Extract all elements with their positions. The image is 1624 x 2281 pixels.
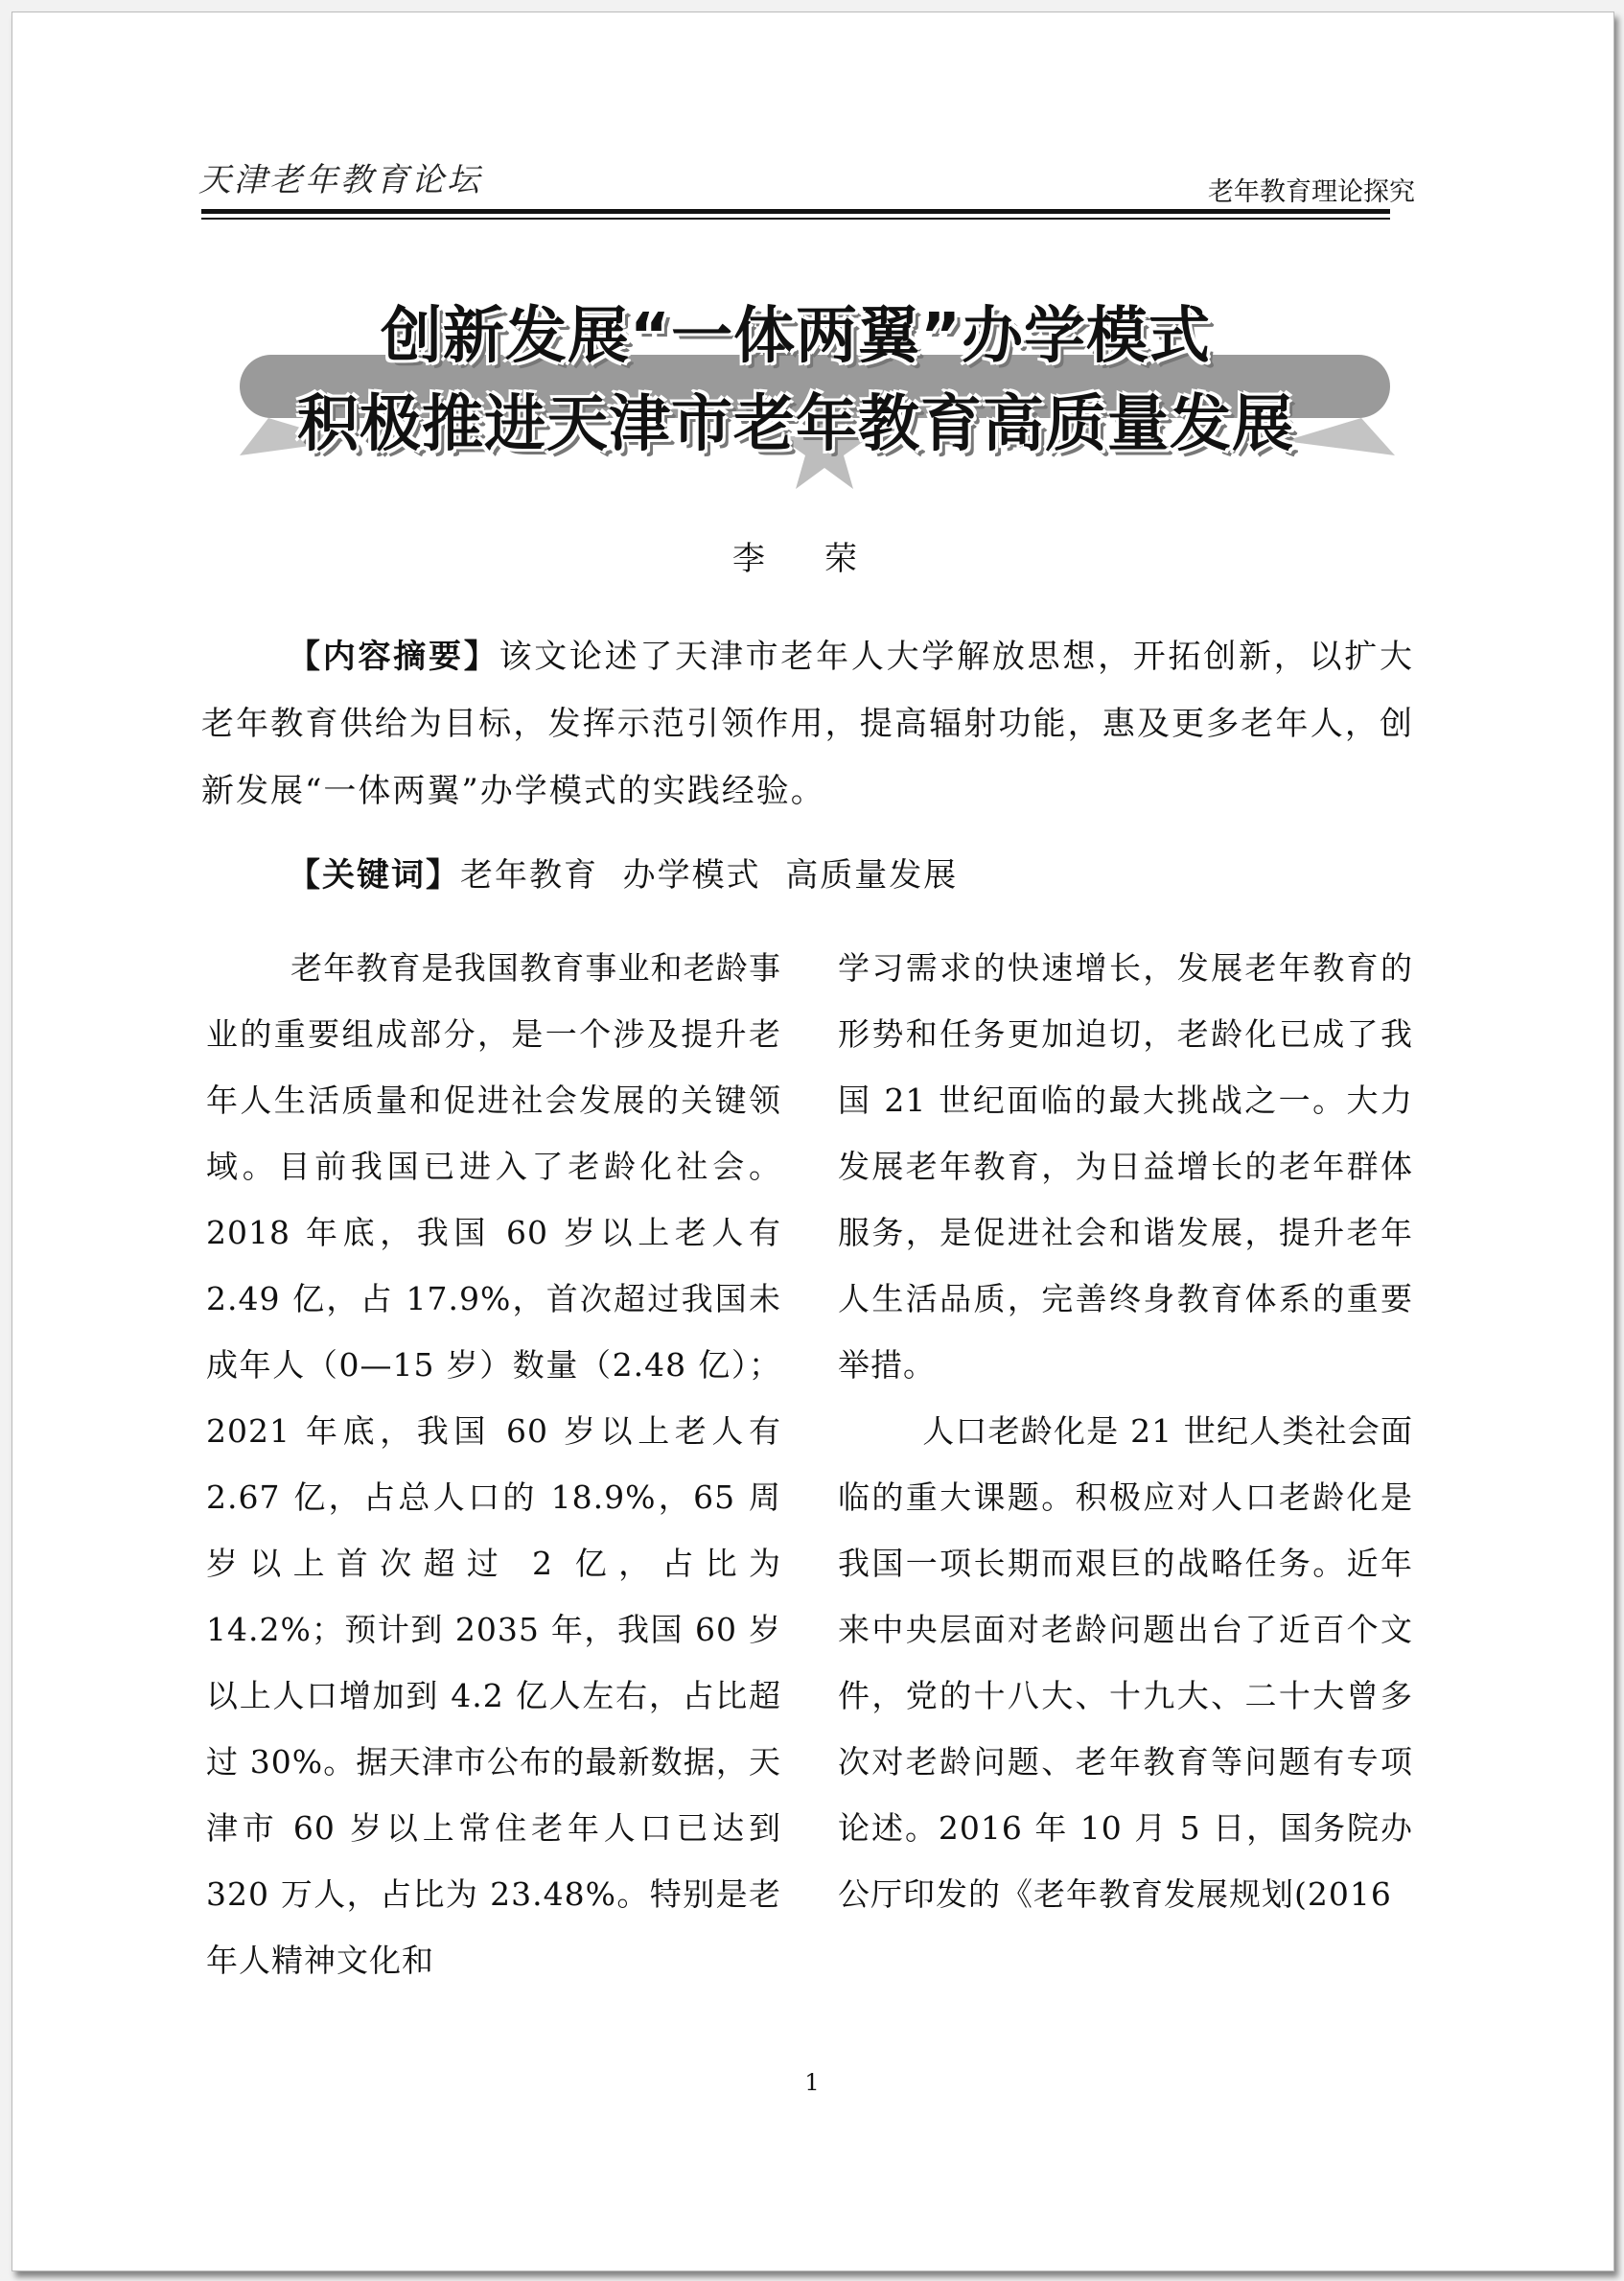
keywords-text: 老年教育 办学模式 高质量发展	[460, 856, 959, 895]
body-right-paragraph-1: 学习需求的快速增长，发展老年教育的形势和任务更加迫切，老龄化已成了我国 21 世纪面临的最大挑战之一。大力发展老年教育，为日益增长的老年群体服务，是促进社会和谐发展，提升老年人生活品质，完善终身教育体系的重要举措。	[838, 949, 1413, 1384]
header-rule-thin	[201, 218, 1390, 220]
page-number: 1	[804, 2069, 820, 2096]
body-column-right	[838, 935, 1413, 1927]
journal-name: 天津老年教育论坛	[198, 161, 482, 199]
body-left-text: 老年教育是我国教育事业和老龄事业的重要组成部分，是一个涉及提升老年人生活质量和促进社会发展的关键领域。目前我国已进入了老龄化社会。2018 年底，我国 60 岁以上老人有 2.49 亿，占 17.9%，首次超过我国未成年人（0—15 岁）数量（2.48 亿）；2021 年底，我国 60 岁以上老人有 2.67 亿，占总人口的 18.9%，65 周岁以上首次超过 2 亿，占比为 14.2%；预计到 2035 年，我国 60 岁以上人口增加到 4.2 亿人左右，占比超过 30%。据天津市公布的最新数据，天津市 60 岁以上常住老年人口已达到 320 万人，占比为 23.48%。特别是老年人精神文化和	[206, 949, 781, 1979]
keywords	[288, 849, 958, 896]
abstract-label: 【内容摘要】	[288, 638, 499, 676]
abstract	[201, 623, 1414, 825]
author	[201, 532, 1390, 579]
header-rule-thick	[201, 209, 1390, 214]
abstract-text: 该文论述了天津市老年人大学解放思想，开拓创新，以扩大老年教育供给为目标，发挥示范引领作用，提高辐射功能，惠及更多老年人，创新发展“一体两翼”办学模式的实践经验。	[201, 638, 1414, 810]
section-name: 老年教育理论探究	[1208, 177, 1415, 207]
title-line-1: 创新发展“一体两翼”办学模式	[380, 301, 1212, 372]
article-title	[201, 292, 1390, 469]
author-char-2: 荣	[824, 540, 859, 578]
author-char-1: 李	[732, 540, 767, 578]
body-column-left	[206, 935, 781, 1993]
keywords-label: 【关键词】	[288, 856, 460, 895]
body-right-paragraph-2: 人口老龄化是 21 世纪人类社会面临的重大课题。积极应对人口老龄化是我国一项长期而艰巨的战略任务。近年来中央层面对老龄问题出台了近百个文件，党的十八大、十九大、二十大曾多次对老龄问题、老年教育等问题有专项论述。2016 年 10 月 5 日，国务院办公厅印发的《老年教育发展规划(2016	[838, 1412, 1413, 1913]
title-line-2: 积极推进天津市老年教育高质量发展	[297, 389, 1294, 460]
